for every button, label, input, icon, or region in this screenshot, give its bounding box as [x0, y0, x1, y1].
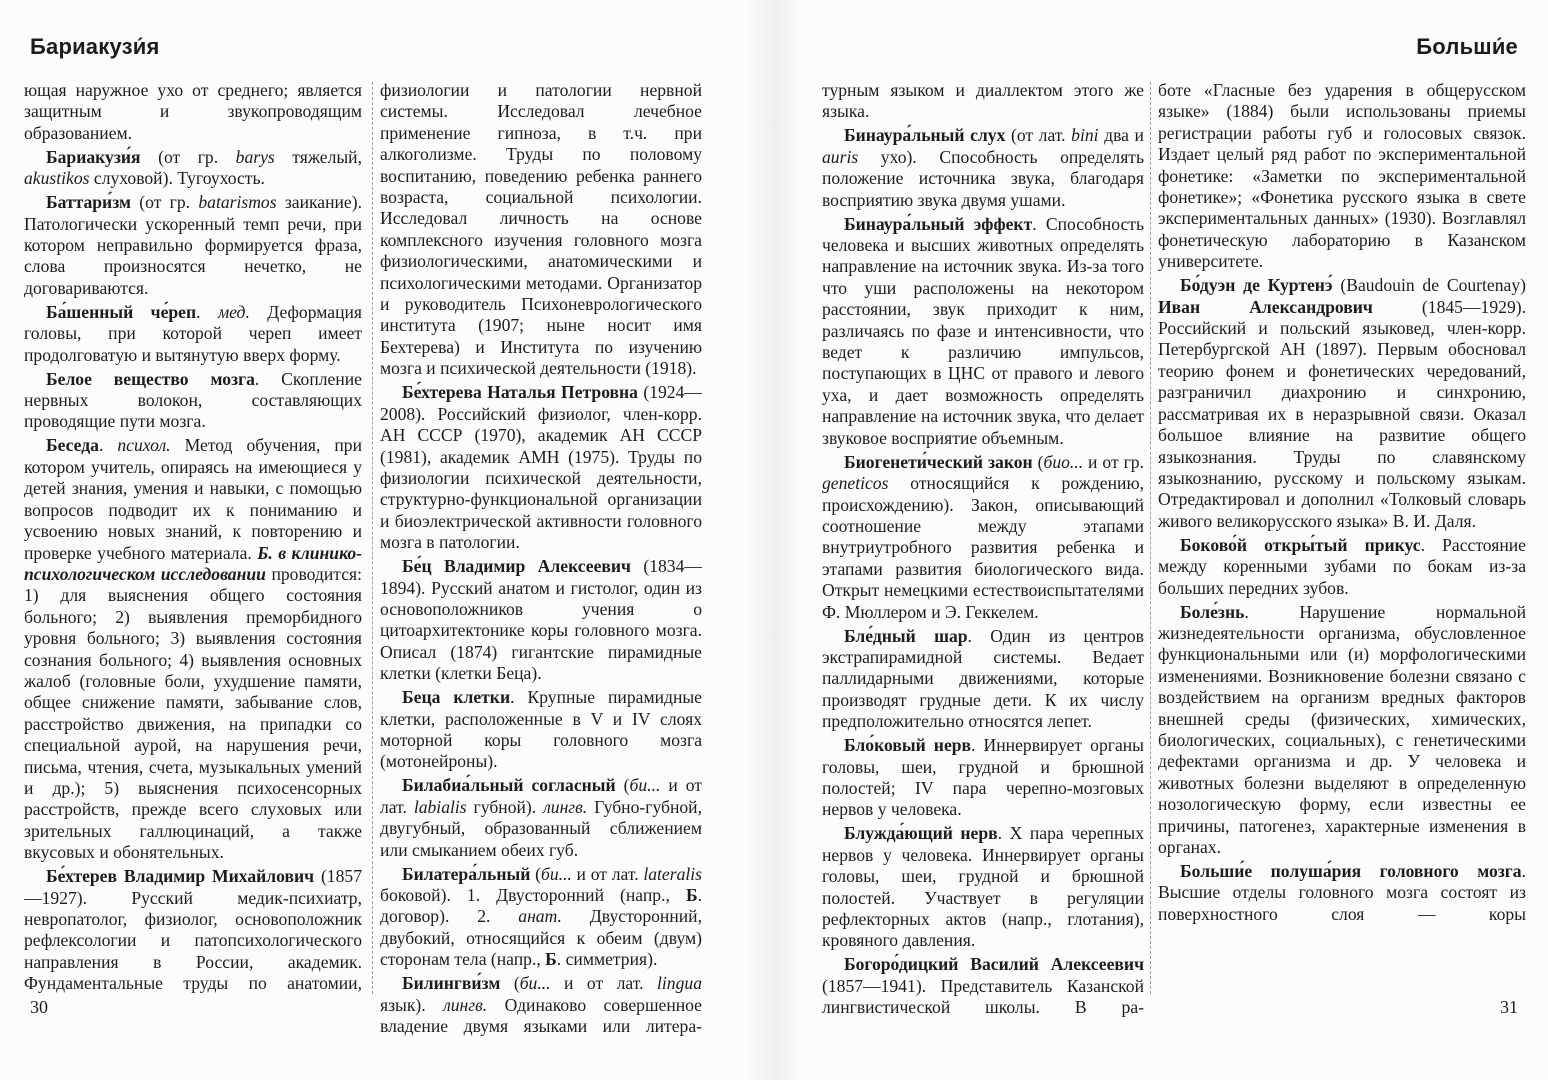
entry-text: ющая наружное ухо от среднего; является защитным и звукопроводящим образованием.	[24, 80, 362, 143]
italic-term: био...	[1043, 451, 1084, 472]
entry-text: Деформация головы, при которой череп имеет продолговатую и вытянутую вверх форму.	[24, 301, 362, 365]
dictionary-entry	[822, 823, 1144, 951]
italic-term: auris	[822, 146, 859, 167]
entry-text: .	[98, 435, 118, 456]
entry-headword: Бле́дный шар	[844, 625, 968, 646]
italic-term: akustikos	[24, 168, 90, 189]
dictionary-entry	[380, 864, 702, 971]
entry-headword: Беседа	[46, 435, 99, 456]
dictionary-entry	[1158, 602, 1526, 859]
entry-text: Губно-губной, двугубный, образованный сближением или смыканием обеих губ.	[380, 796, 702, 860]
entry-text: турным языком и диаллектом этого же языка.	[822, 80, 1144, 122]
dictionary-entry	[822, 214, 1144, 449]
entry-headword: Бинаура́льный эффект	[844, 213, 1033, 234]
entry-text: и от лат.	[571, 863, 644, 884]
dictionary-entry	[380, 775, 702, 861]
entry-text: боковой). 1. Двусторонний (напр.,	[380, 885, 686, 905]
italic-term: labialis	[413, 796, 467, 817]
entry-text: (	[500, 973, 520, 994]
dictionary-entry	[380, 382, 702, 553]
italic-term: би...	[519, 973, 551, 994]
italic-term: lateralis	[643, 863, 702, 884]
entry-headword: Билингви́зм	[402, 973, 501, 994]
italic-term: barys	[235, 146, 275, 167]
column-divider-right	[1150, 82, 1151, 994]
entry-text: . Нарушение нормальной жизнедеятельности организма, обусловленное функциональными или (и) морфологическими изменениями. Возникновение болезни связано с воздействием на организм вредных факторов внешней среды (физических, химических, биологических, социальных), с генетическими дефектами организма и др. У человека и животных болезни выделяют в определенную нозологическую форму, если известны ее причины, патогенез, характерные изменения в органах.	[1158, 601, 1526, 857]
dictionary-entry	[24, 192, 362, 299]
entry-headword: Боле́знь	[1180, 601, 1245, 622]
entry-headword: Бинаура́льный слух	[844, 125, 1006, 146]
entry-text: и от лат.	[380, 775, 702, 817]
entry-text: (от лат.	[1005, 125, 1072, 146]
continued-paragraph	[24, 80, 362, 144]
entry-text: боте «Гласные без ударения в общерусском языке» (1884) были использованы приемы регистрации работы губ и голосовых связок. Издает целый ряд работ по экспериментальной фонетике: «Заметки по экспериментальной фонетике»; «Фонетика русского языка в свете экспериментальных данных» (1930). Возглавлял фонетическую лабораторию в Казанском университете.	[1158, 80, 1526, 272]
left-page-column-2	[380, 80, 702, 1040]
entry-text: (1924—2008). Российский физиолог, член-корр. АН СССР (1970), академик АН СССР (1981), академик АМН (1975). Труды по физиологии психической деятельности, структурно-функциональной организации и биоэлектрической активности головного мозга в патологии.	[380, 382, 702, 553]
right-page-column-2	[1158, 80, 1526, 928]
entry-text: два и	[1098, 125, 1144, 146]
entry-headword: Бе́хтерева Наталья Петровна	[402, 382, 638, 403]
entry-headword: Беца клетки	[402, 687, 511, 708]
entry-headword: Бо́дуэн де Куртенэ́	[1180, 275, 1333, 296]
entry-headword: Баттари́зм	[46, 192, 131, 213]
dictionary-entry	[380, 556, 702, 684]
entry-text: (от гр.	[131, 192, 199, 213]
italic-term: мед.	[217, 301, 250, 322]
entry-headword: Билабиа́льный согласный	[402, 775, 616, 796]
entry-text: тяжелый,	[274, 146, 362, 167]
entry-text: . Высшие отделы головного мозга состоят из поверхностного слоя — коры	[1158, 861, 1526, 924]
column-divider-left	[372, 82, 373, 994]
entry-text: (	[530, 863, 541, 884]
left-running-head: Бариакузи́я	[30, 34, 160, 59]
entry-headword: Белое вещество мозга	[46, 368, 255, 389]
dictionary-entry	[24, 147, 362, 190]
left-page-number: 30	[30, 997, 48, 1017]
entry-text: (Baudouin de Courtenay)	[1332, 275, 1526, 296]
entry-text: . Способность человека и высших животных определять направление на источник звука. Из-за того что уши расположены на некотором расстоянии, звук приходит к ним, различаясь по фазе и интенсивности, что ведет к различию импульсов, поступающих в ЦНС от правого и левого уха, и дает возможность определять направление на источник звука, что делает звуковое восприятие объемным.	[822, 213, 1144, 448]
entry-text: .	[196, 301, 218, 322]
entry-text: (1845—1929). Российский и польский языковед, член-корр. Петербургской АН (1897). Первым обосновал теорию фонем и фонетических чередований, разграничил диахронию и синхронию, рассматривая их в неразрывной связи. Оказал большое влияние на развитие общего языкознания. Труды по славянскому языкознанию, русскому и польскому языкам. Отредактировал и дополнил «Толковый словарь живого великорусского языка» В. И. Даля.	[1158, 296, 1526, 531]
entry-headword: Билатера́льный	[402, 863, 531, 884]
entry-text: (	[615, 775, 630, 796]
dictionary-entry	[822, 452, 1144, 623]
dictionary-entry	[822, 735, 1144, 821]
italic-term: лингв.	[443, 994, 488, 1015]
italic-term: анат.	[518, 906, 562, 927]
dictionary-entry	[380, 973, 702, 1037]
entry-headword: Больши́е полуша́рия головного мозга	[1180, 861, 1522, 881]
entry-headword: Богоро́дицкий Василий Алексеевич	[844, 954, 1144, 975]
entry-text: Одинаково совершенное владение двумя языками или литера-	[380, 994, 702, 1037]
entry-text: Метод обучения, при котором учитель, опираясь на имеющиеся у детей знания, умения и навыки, с помощью вопросов подводит их к пониманию и усвоению новых знаний, к повторению и проверке учебного материала.	[24, 435, 362, 563]
entry-text: физиологии и патологии нервной системы. Исследовал лечебное применение гипноза, в т.ч. при алкоголизме. Труды по половому воспитанию, поведению ребенка раннего возраста, социальной психологии. Исследовал личность на основе комплексного изучения головного мозга физиологическими, анатомическими и психологическими методами. Организатор и руководитель Психоневрологического института (1907; ныне носит имя Бехтерева) и Института по изучению мозга и психической деятельности (1918).	[380, 80, 702, 379]
continued-paragraph	[380, 80, 702, 380]
entry-headword: Б	[545, 949, 557, 970]
continued-paragraph	[1158, 80, 1526, 273]
entry-text: . договор). 2.	[380, 885, 702, 927]
right-running-head: Больши́е	[1416, 34, 1518, 59]
entry-headword: Боково́й откры́тый прикус	[1180, 534, 1421, 555]
entry-text: проводится: 1) для выяснения общего состояния больного; 2) выявления преморбидного уровня больного; 3) выявления состояния сознания больного; 4) выявления основных жалоб (головные боли, ухудшение памяти, общее снижение памяти, забывание слов, расстройство движения, на припадки со специальной аурой, на нарушения речи, письма, чтения, счета, музыкальных умений и др.); 5) выяснения психосенсорных расстройств, прежде всего слуховых или зрительных галлюцинаций, а также вкусовых и обонятельных.	[24, 563, 362, 863]
book-gutter-shadow	[745, 0, 805, 1080]
italic-term: би...	[629, 775, 661, 796]
entry-headword: Ба́шенный че́реп	[46, 301, 197, 322]
entry-headword: Бе́ц Владимир Алексеевич	[402, 556, 631, 577]
entry-text: слуховой). Тугоухость.	[89, 168, 265, 189]
entry-headword: Б	[685, 885, 698, 905]
entry-text: ухо). Способность определять положение источника звука, благодаря восприятию звука двумя ушами.	[822, 146, 1144, 210]
dictionary-entry	[380, 687, 702, 773]
entry-text: (1857—1927). Русский медик-психиатр, невропатолог, физиолог, основоположник рефлексологии и патопсихологического направления в России, академик. Фундаментальные труды по анатомии,	[24, 866, 362, 994]
dictionary-entry	[1158, 861, 1526, 925]
emphasized-term: Б. в клинико-психологическом исследовании	[24, 542, 362, 584]
dictionary-entry	[822, 626, 1144, 733]
entry-headword: Иван Александрович	[1158, 296, 1373, 317]
entry-text: язык).	[380, 994, 444, 1015]
italic-term: психол.	[117, 435, 171, 456]
entry-text: . Расстояние между коренными зубами по бокам из-за больших передних зубов.	[1158, 534, 1526, 598]
entry-headword: Бло́ковый нерв	[844, 735, 972, 756]
dictionary-entry	[24, 866, 362, 994]
left-page-column-1	[24, 80, 362, 997]
dictionary-entry	[822, 125, 1144, 211]
entry-text: Двусторонний, двубокий, относящийся к обеим (двум) сторонам тела (напр.,	[380, 906, 702, 970]
entry-headword: Биогенети́ческий закон	[844, 451, 1033, 472]
italic-term: lingua	[657, 973, 702, 994]
continued-paragraph	[822, 80, 1144, 123]
entry-text: . Скопление нервных волокон, составляющих проводящие пути мозга.	[24, 368, 362, 432]
entry-headword: Бариакузи́я	[46, 146, 141, 167]
entry-text: заикание). Патологически ускоренный темп речи, при котором неправильно формируется фраза, слова произносятся нечетко, не договариваются.	[24, 192, 362, 298]
italic-term: batarismos	[198, 192, 277, 213]
italic-term: би...	[540, 863, 572, 884]
entry-text: (	[1032, 451, 1044, 472]
italic-term: bini	[1071, 125, 1099, 146]
entry-headword: Бе́хтерев Владимир Михайлович	[46, 866, 315, 887]
right-page-number: 31	[1500, 997, 1518, 1017]
dictionary-entry	[822, 954, 1144, 1018]
entry-text: и от лат.	[550, 973, 658, 994]
entry-text: (1857—1941). Представитель Казанской лингвистической школы. В ра-	[822, 975, 1144, 1018]
right-page-column-1	[822, 80, 1144, 1021]
entry-text: (от гр.	[140, 146, 236, 167]
italic-term: лингв.	[543, 796, 588, 817]
dictionary-entry	[1158, 275, 1526, 532]
entry-text: относящийся к рождению, происхождению). Закон, описывающий соотношение между этапами внутриутробного развития ребенка и этапами развития биологического вида. Открыт немецкими естествоиспытателями Ф. Мюллером и Э. Геккелем.	[822, 473, 1144, 622]
entry-text: . симметрия).	[556, 949, 658, 970]
dictionary-entry	[24, 302, 362, 366]
entry-headword: Блужда́ющий нерв	[844, 823, 998, 844]
italic-term: geneticos	[822, 473, 889, 494]
dictionary-entry	[1158, 535, 1526, 599]
dictionary-entry	[24, 369, 362, 433]
entry-text: . Крупные пирамидные клетки, расположенные в V и IV слоях моторной коры головного мозга (мотонейроны).	[380, 687, 702, 772]
entry-text: . Один из центров экстрапирамидной системы. Ведает паллидарными движениями, которые производят грудные дети. К их числу предположительно относятся лепет.	[822, 625, 1144, 732]
entry-text: . X пара черепных нервов у человека. Иннервирует органы головы, шеи, грудной и брюшной полостей. Участвует в регуляции рефлекторных актов (напр., глотания), кровяного давления.	[822, 823, 1144, 951]
entry-text: губной).	[466, 796, 544, 817]
entry-text: и от гр.	[1083, 451, 1144, 472]
dictionary-entry	[24, 435, 362, 863]
entry-text: (1834—1894). Русский анатом и гистолог, один из основоположников учения о цитоархитектонике коры головного мозга. Описал (1874) гигантские пирамидные клетки (клетки Беца).	[380, 556, 702, 684]
entry-text: . Иннервирует органы головы, шеи, грудной и брюшной полостей; IV пара черепно-мозговых нервов у человека.	[822, 735, 1144, 820]
